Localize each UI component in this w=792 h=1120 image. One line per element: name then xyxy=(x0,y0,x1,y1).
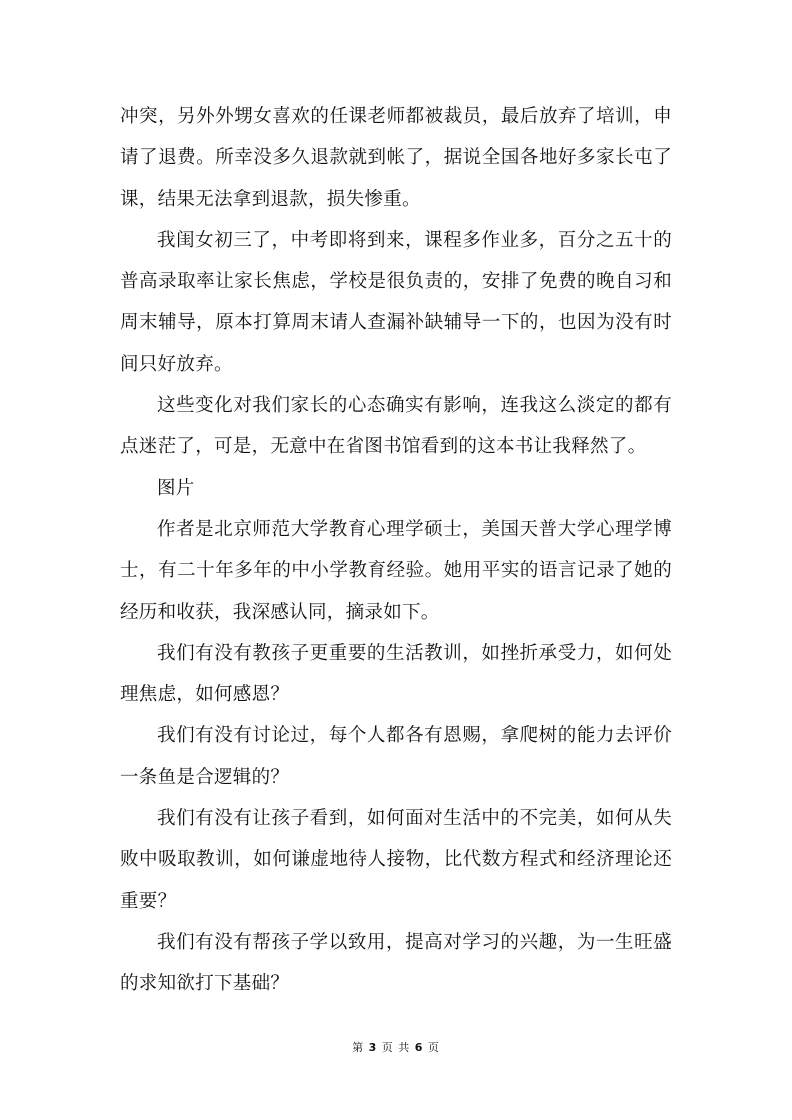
paragraph-1: 冲突，另外外甥女喜欢的任课老师都被裁员，最后放弃了培训，申请了退费。所幸没多久退款就到帐了，据说全国各地好多家长屯了课，结果无法拿到退款，损失惨重。 xyxy=(120,106,672,210)
paragraph-8: 我们有没有让孩子看到，如何面对生活中的不完美，如何从失败中吸取教训，如何谦虚地待人接物，比代数方程式和经济理论还重要？ xyxy=(120,808,672,912)
footer-current-page: 3 xyxy=(368,1041,378,1054)
paragraph-image-caption: 图片 xyxy=(157,477,195,499)
footer-prefix: 第 xyxy=(352,1041,365,1054)
paragraph-7: 我们有没有讨论过，每个人都各有恩赐，拿爬树的能力去评价一条鱼是合逻辑的？ xyxy=(120,725,672,788)
paragraph-6: 我们有没有教孩子更重要的生活教训，如挫折承受力，如何处理焦虑，如何感恩？ xyxy=(120,642,672,706)
footer-middle: 页 共 xyxy=(381,1041,411,1054)
document-body xyxy=(120,96,672,1005)
footer-suffix: 页 xyxy=(427,1041,440,1054)
paragraph-9: 我们有没有帮孩子学以致用，提高对学习的兴趣，为一生旺盛的求知欲打下基础？ xyxy=(120,931,672,995)
paragraph-5: 作者是北京师范大学教育心理学硕士，美国天普大学心理学博士，有二十年多年的中小学教育经验。她用平实的语言记录了她的经历和收获，我深感认同，摘录如下。 xyxy=(120,518,672,623)
paragraph-3: 这些变化对我们家长的心态确实有影响，连我这么淡定的都有点迷茫了，可是，无意中在省图书馆看到的这本书让我释然了。 xyxy=(120,395,672,458)
footer-total-pages: 6 xyxy=(414,1041,424,1054)
page-number-footer xyxy=(0,1040,792,1056)
paragraph-2: 我闺女初三了，中考即将到来，课程多作业多，百分之五十的普高录取率让家长焦虑，学校是很负责的，安排了免费的晚自习和周末辅导，原本打算周末请人查漏补缺辅导一下的，也因为没有时间只好放弃。 xyxy=(120,229,672,375)
